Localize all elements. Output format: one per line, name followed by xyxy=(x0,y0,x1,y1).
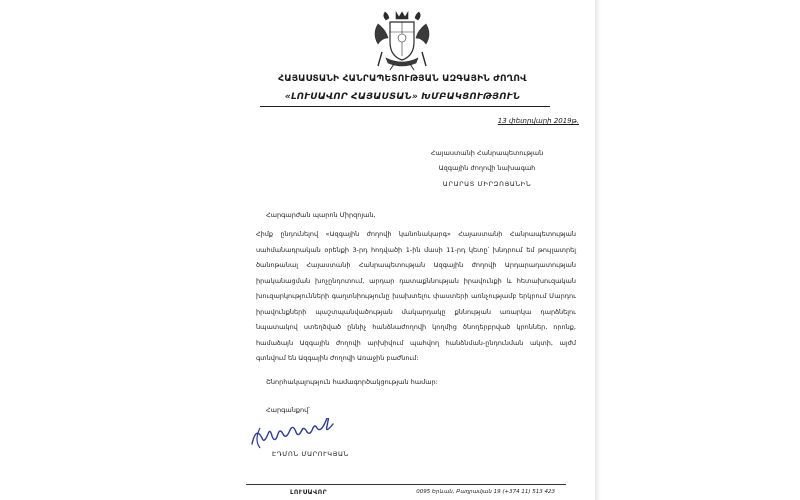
letter-page xyxy=(210,0,595,500)
salutation: Հարգարժան պարոն Միրզոյան, xyxy=(266,211,376,219)
thanks-line: Շնորհակալություն համագործակցության համար: xyxy=(266,378,438,386)
letter-body: Հիմք ընդունելով «Ազգային ժողովի կանոնակարգ» Հայաստանի Հանրապետության սահմանադրական օրենքի 3-րդ հոդվածի 1-ին մասի 11-րդ կետը՝ խնդրում եմ թույլատրել ծանոթանալ Հայաստանի Հանրապետության Ազգային ժողովի Արդարադատության իրականացման խոչընդոտում, արդար դատաքննության իրավունքի և հետախուզական խուզարկությունների գաղտնիությունը խախտելու փաստերի առնչությամբ երկրում Մարդու իրավունքների պաշտպանվածության մակարդակը քննության առարկա դարձնելու նպատակով ստեղծված ըննիչ հանձնաժողովի կողմից ծնողերբրված կրոններ, որոնք, համաձայն Ազգային ժողովի արխիվում պահվող հանձնման-ընդունման ակտի, այժմ գտնվում են Ազգային ժողովի Առաջին բաժնում: xyxy=(256,230,576,362)
footer-logo: ԼՈՒՍԱՎՈՐ xyxy=(290,489,328,496)
letter-date-text: 13 փետրվարի 2019թ. xyxy=(497,117,579,125)
recipient-line-1: Հայաստանի Հանրապետության xyxy=(430,149,544,157)
letter-date xyxy=(498,117,579,125)
recipient-name: ԱՐԱՐԱՏ ՄԻՐԶՈՅԱՆԻՆ xyxy=(442,180,532,188)
faction-heading: «ԼՈՒՍԱՎՈՐ ՀԱՅԱՍՏԱՆ» ԽՄԲԱԿՑՈՒԹՅՈՒՆ xyxy=(284,92,521,102)
institution-heading: ՀԱՅԱՍՏԱՆԻ ՀԱՆՐԱՊԵՏՈՒԹՅԱՆ ԱԶԳԱՅԻՆ ԺՈՂՈՎ xyxy=(278,74,527,84)
recipient-line-2: Ազգային ժողովի նախագահ xyxy=(438,164,536,172)
footer-address: 0095 Երևան, Բաղրամյան 19 (+374 11) 513 423 xyxy=(416,489,555,495)
armenian-coat-of-arms-icon xyxy=(372,10,432,72)
handwritten-signature-icon xyxy=(248,418,368,454)
footer-divider xyxy=(246,484,566,485)
closing: Հարգանքով՝ xyxy=(266,406,310,414)
header-divider xyxy=(260,106,550,107)
page-edge-shadow xyxy=(595,0,601,500)
signer-name: ԷԴՄՈՆ ՄԱՐՈՒԿՅԱՆ xyxy=(272,450,349,458)
